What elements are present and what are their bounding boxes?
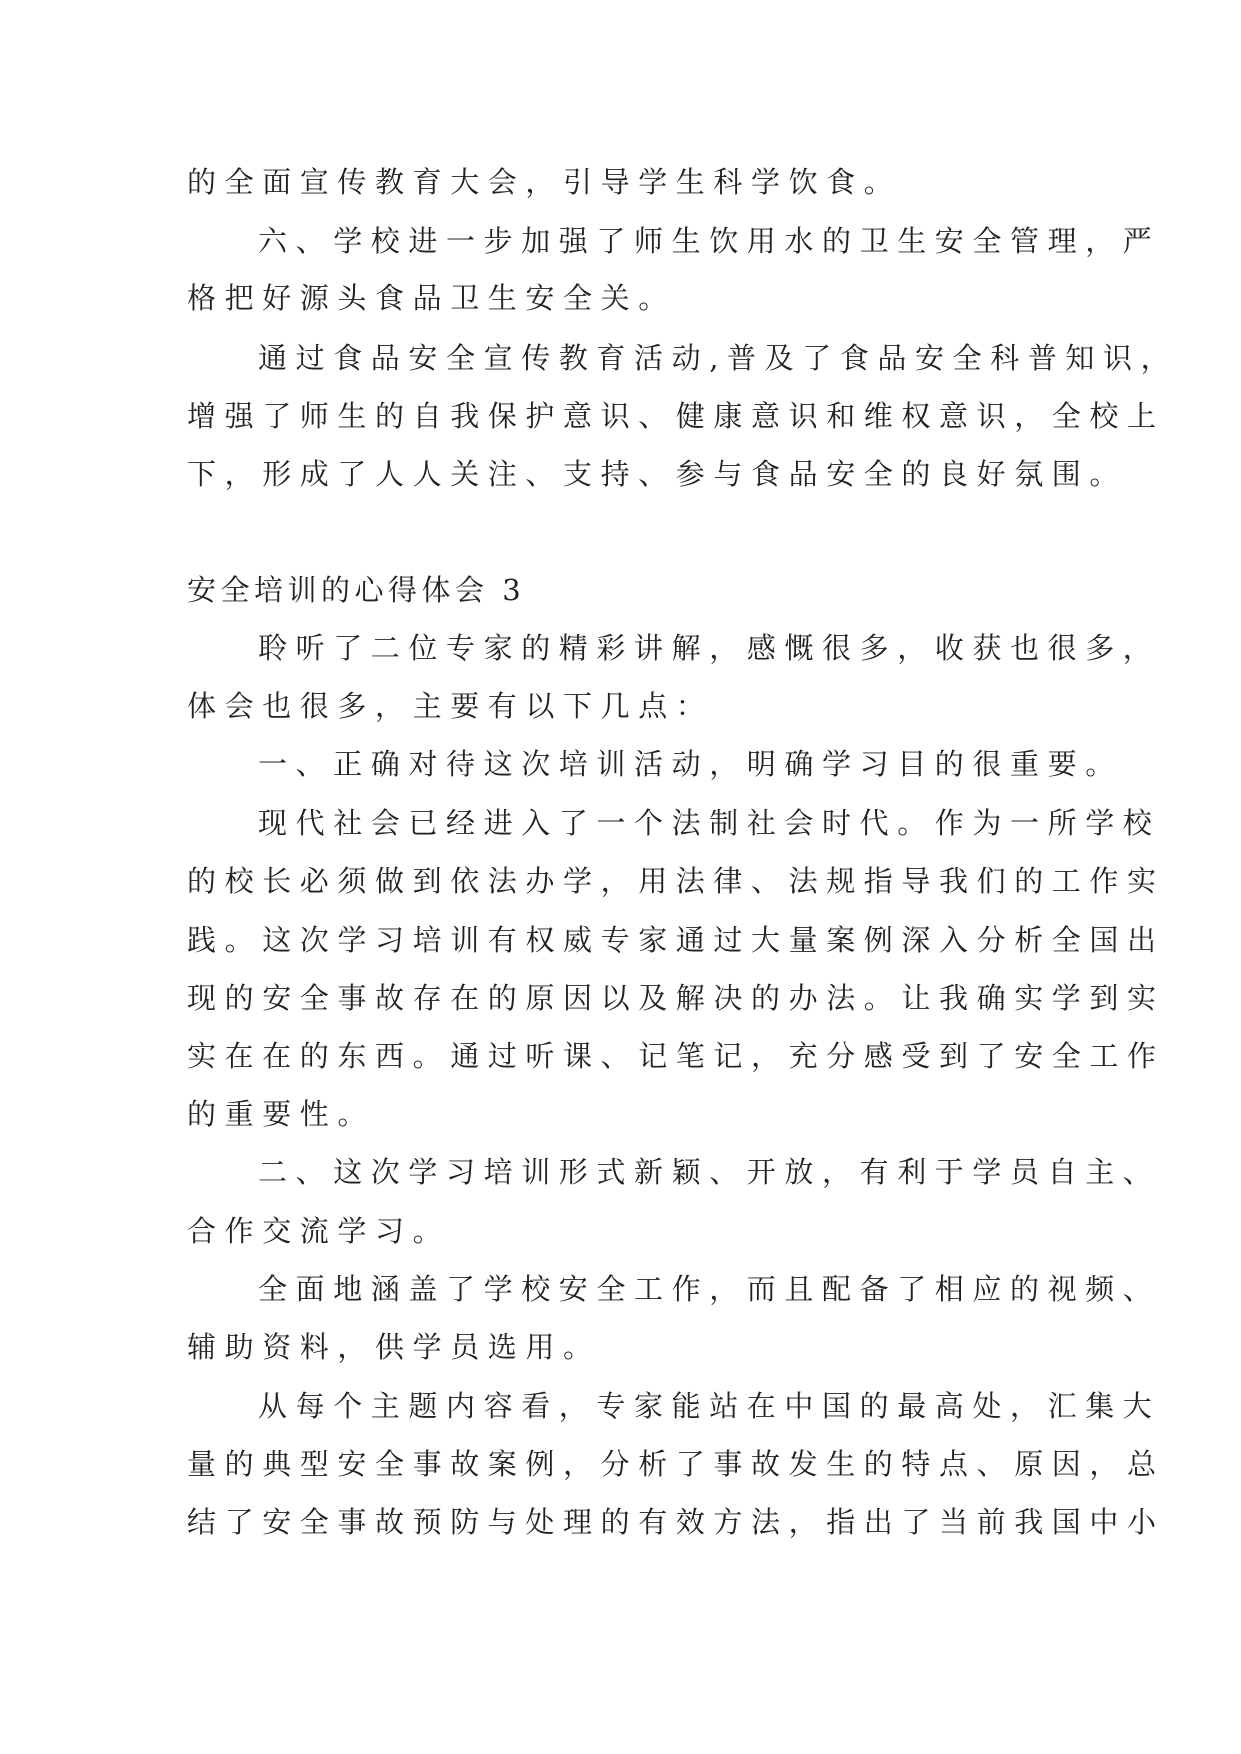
text-line: 一、正确对待这次培训活动，明确学习目的很重要。 <box>258 747 1123 781</box>
text-line: 全面地涵盖了学校安全工作，而且配备了相应的视频、 <box>258 1272 1161 1306</box>
text-line: 的全面宣传教育大会，引导学生科学饮食。 <box>187 165 902 199</box>
text-line: 体会也很多，主要有以下几点： <box>187 689 714 723</box>
text-line: 下，形成了人人关注、支持、参与食品安全的良好氛围。 <box>187 457 1128 491</box>
text-line: 合作交流学习。 <box>187 1214 451 1248</box>
text-line: 量的典型安全事故案例，分析了事故发生的特点、原因，总 <box>187 1447 1165 1481</box>
text-line: 辅助资料，供学员选用。 <box>187 1330 601 1364</box>
text-line: 六、学校进一步加强了师生饮用水的卫生安全管理，严 <box>258 224 1161 258</box>
text-line: 聆听了二位专家的精彩讲解，感慨很多，收获也很多， <box>258 631 1161 665</box>
text-line: 从每个主题内容看，专家能站在中国的最高处，汇集大 <box>258 1389 1161 1423</box>
text-line: 二、这次学习培训形式新颖、开放，有利于学员自主、 <box>258 1155 1161 1189</box>
text-line: 通过食品安全宣传教育活动,普及了食品安全科普知识， <box>258 341 1179 375</box>
text-line: 实在在的东西。通过听课、记笔记，充分感受到了安全工作 <box>187 1039 1165 1073</box>
section-heading: 安全培训的心得体会 3 <box>187 573 526 607</box>
text-line: 践。这次学习培训有权威专家通过大量案例深入分析全国出 <box>187 923 1165 957</box>
text-line: 结了安全事故预防与处理的有效方法，指出了当前我国中小 <box>187 1505 1165 1539</box>
text-line: 的校长必须做到依法办学，用法律、法规指导我们的工作实 <box>187 864 1165 898</box>
text-line: 现代社会已经进入了一个法制社会时代。作为一所学校 <box>258 806 1161 840</box>
text-line: 的重要性。 <box>187 1097 376 1131</box>
text-line: 增强了师生的自我保护意识、健康意识和维权意识，全校上 <box>187 399 1165 433</box>
text-line: 格把好源头食品卫生安全关。 <box>187 281 676 315</box>
text-line: 现的安全事故存在的原因以及解决的办法。让我确实学到实 <box>187 981 1165 1015</box>
